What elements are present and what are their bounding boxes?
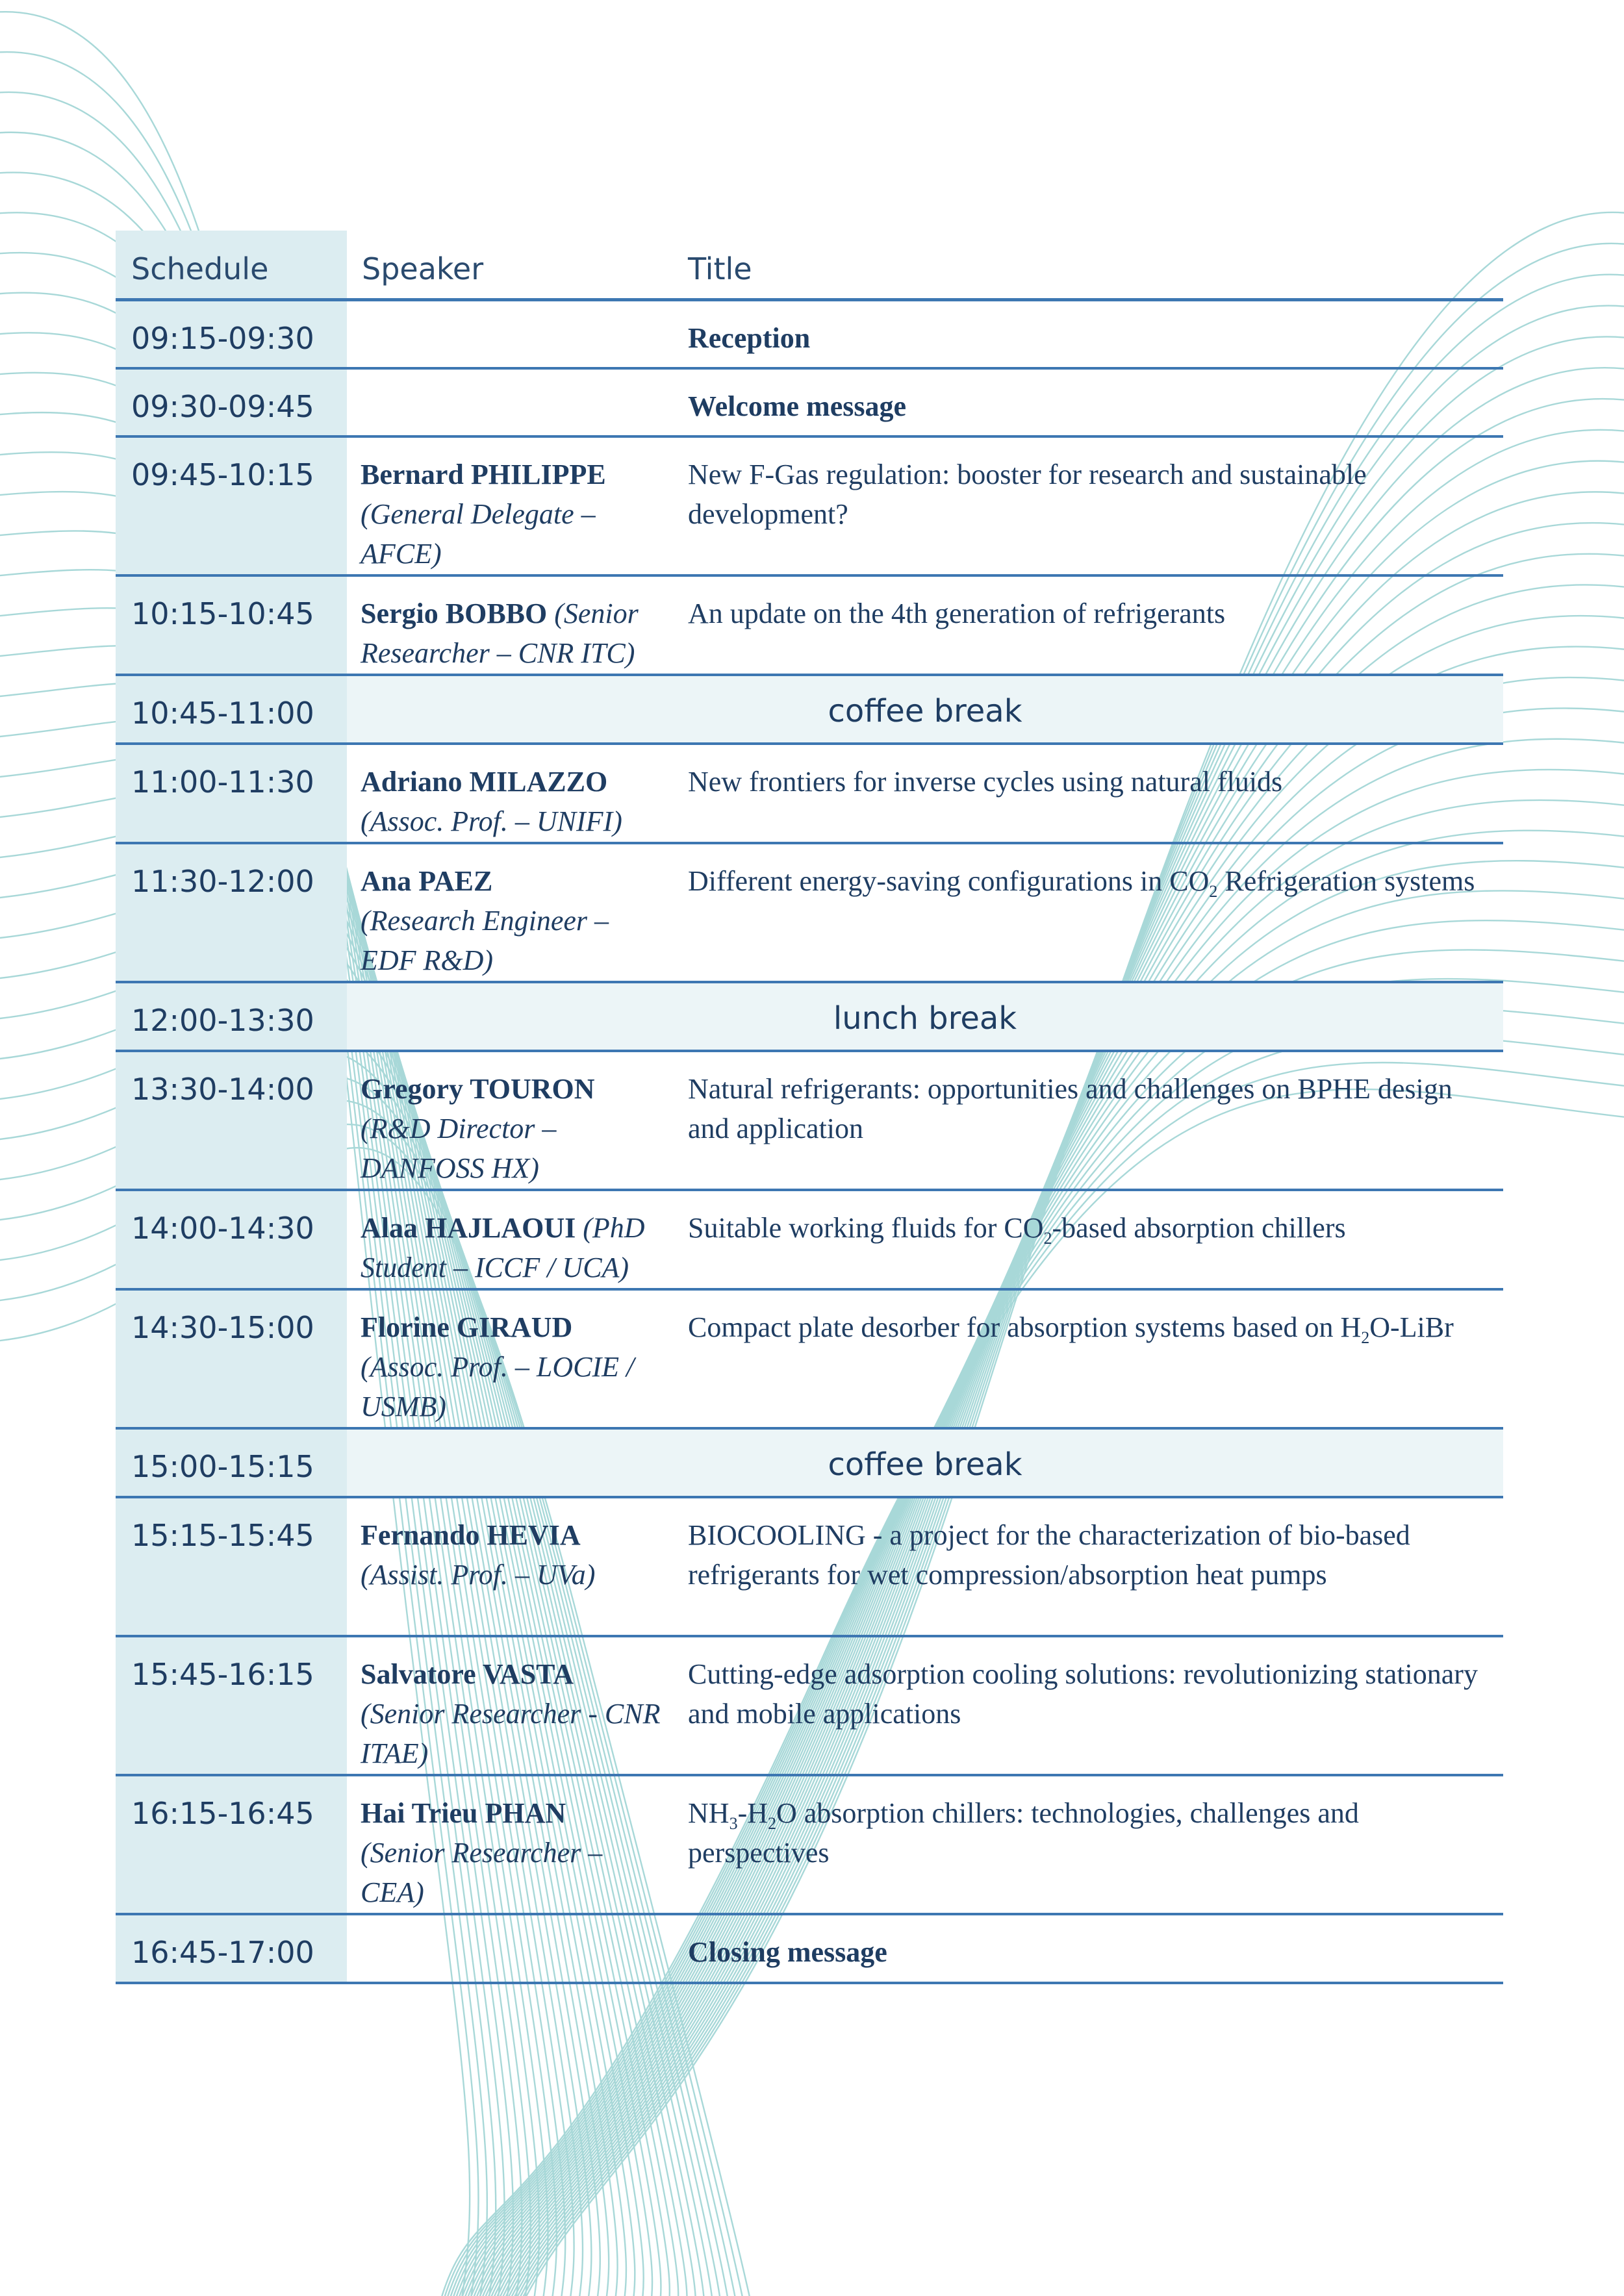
break-label: coffee break [347, 1430, 1503, 1496]
table-row [116, 1498, 1503, 1637]
speaker-affiliation: (Research Engineer – EDF R&D) [361, 905, 609, 976]
speaker-affiliation: (Senior Researcher - CNR ITAE) [361, 1698, 661, 1769]
header-title: Title [688, 251, 752, 286]
speaker-cell [347, 1191, 688, 1288]
speaker-cell [347, 370, 688, 435]
speaker-name: Adriano MILAZZO [361, 766, 608, 798]
speaker-affiliation: (Assoc. Prof. – LOCIE / USMB) [361, 1351, 635, 1422]
table-row [116, 438, 1503, 577]
speaker-affiliation: (R&D Director – DANFOSS HX) [361, 1113, 557, 1184]
speaker-name: Gregory TOURON [361, 1073, 595, 1105]
speaker-cell [347, 1052, 688, 1189]
header-schedule: Schedule [116, 231, 347, 298]
time-cell: 09:45-10:15 [116, 438, 347, 574]
speaker-affiliation: (Assist. Prof. – UVa) [361, 1559, 596, 1591]
title-text: Compact plate desorber for absorption systems based on H [688, 1311, 1362, 1343]
table-row [116, 1637, 1503, 1776]
table-row [116, 1776, 1503, 1915]
time-cell: 15:15-15:45 [116, 1498, 347, 1635]
schedule-table [116, 231, 1503, 1984]
title-text: NH [688, 1797, 730, 1829]
speaker-affiliation: (Senior Researcher – CNR ITC) [361, 598, 639, 669]
speaker-cell [347, 1776, 688, 1913]
title-cell: An update on the 4th generation of refrigerants [688, 598, 1226, 629]
speaker-name: Alaa HAJLAOUI [361, 1212, 576, 1244]
break-row [116, 983, 1503, 1052]
title-text: -based absorption chillers [1052, 1212, 1346, 1244]
title-cell: New F-Gas regulation: booster for research and sustainable development? [688, 459, 1367, 530]
speaker-cell [347, 1498, 688, 1635]
title-text: Different energy-saving configurations in CO [688, 865, 1210, 897]
break-row [116, 1430, 1503, 1498]
table-row [116, 1915, 1503, 1984]
time-cell: 10:45-11:00 [116, 676, 347, 742]
break-row [116, 676, 1503, 745]
time-cell: 16:15-16:45 [116, 1776, 347, 1913]
speaker-cell [347, 1291, 688, 1427]
time-cell: 14:00-14:30 [116, 1191, 347, 1288]
time-cell: 11:00-11:30 [116, 745, 347, 842]
title-cell [688, 1191, 1503, 1288]
title-cell [688, 1291, 1503, 1427]
speaker-name: Fernando HEVIA [361, 1519, 581, 1551]
speaker-cell [347, 1637, 688, 1774]
table-row [116, 1191, 1503, 1291]
table-row [116, 370, 1503, 438]
time-cell: 11:30-12:00 [116, 844, 347, 981]
speaker-affiliation: (General Delegate – AFCE) [361, 498, 596, 570]
title-cell: Closing message [688, 1936, 887, 1968]
break-label: lunch break [347, 983, 1503, 1050]
title-cell: Reception [688, 322, 811, 354]
subscript: 3 [729, 1814, 738, 1833]
table-header-row [116, 231, 1503, 301]
table-row [116, 577, 1503, 676]
speaker-cell [347, 577, 688, 674]
title-text: O-LiBr [1369, 1311, 1454, 1343]
title-text: Suitable working fluids for CO [688, 1212, 1044, 1244]
title-text: -H [737, 1797, 768, 1829]
subscript: 2 [1209, 882, 1218, 901]
speaker-cell [347, 745, 688, 842]
title-text: Refrigeration systems [1217, 865, 1475, 897]
break-label: coffee break [347, 676, 1503, 742]
time-cell: 12:00-13:30 [116, 983, 347, 1050]
title-cell: Natural refrigerants: opportunities and challenges on BPHE design and application [688, 1073, 1453, 1144]
speaker-name: Hai Trieu PHAN [361, 1797, 566, 1829]
time-cell: 13:30-14:00 [116, 1052, 347, 1189]
time-cell: 16:45-17:00 [116, 1915, 347, 1982]
speaker-cell [347, 1915, 688, 1982]
speaker-affiliation: (PhD Student – ICCF / UCA) [361, 1212, 645, 1283]
speaker-affiliation: (Assoc. Prof. – UNIFI) [361, 805, 622, 837]
speaker-cell [347, 301, 688, 367]
table-row [116, 844, 1503, 983]
header-speaker: Speaker [362, 251, 484, 286]
title-text: O absorption chillers: technologies, challenges and perspectives [688, 1797, 1359, 1869]
time-cell: 15:00-15:15 [116, 1430, 347, 1496]
time-cell: 15:45-16:15 [116, 1637, 347, 1774]
subscript: 2 [768, 1814, 776, 1833]
table-row [116, 1291, 1503, 1430]
speaker-name: Sergio BOBBO [361, 598, 548, 629]
title-cell: New frontiers for inverse cycles using natural fluids [688, 766, 1283, 798]
title-cell [688, 1776, 1503, 1913]
speaker-cell [347, 438, 688, 574]
table-row [116, 1052, 1503, 1191]
table-row [116, 745, 1503, 844]
speaker-affiliation: (Senior Researcher – CEA) [361, 1837, 603, 1908]
title-cell [688, 844, 1503, 981]
time-cell: 09:15-09:30 [116, 301, 347, 367]
title-cell: BIOCOOLING - a project for the characterization of bio-based refrigerants for wet compression/absorption heat pumps [688, 1519, 1410, 1591]
speaker-name: Florine GIRAUD [361, 1311, 573, 1343]
speaker-name: Bernard PHILIPPE [361, 459, 606, 490]
time-cell: 14:30-15:00 [116, 1291, 347, 1427]
title-cell: Cutting-edge adsorption cooling solutions: revolutionizing stationary and mobile applications [688, 1658, 1478, 1730]
table-row [116, 301, 1503, 370]
time-cell: 09:30-09:45 [116, 370, 347, 435]
speaker-cell [347, 844, 688, 981]
subscript: 2 [1361, 1328, 1370, 1347]
subscript: 2 [1043, 1229, 1052, 1248]
speaker-name: Salvatore VASTA [361, 1658, 574, 1690]
speaker-name: Ana PAEZ [361, 865, 493, 897]
time-cell: 10:15-10:45 [116, 577, 347, 674]
title-cell: Welcome message [688, 390, 906, 422]
